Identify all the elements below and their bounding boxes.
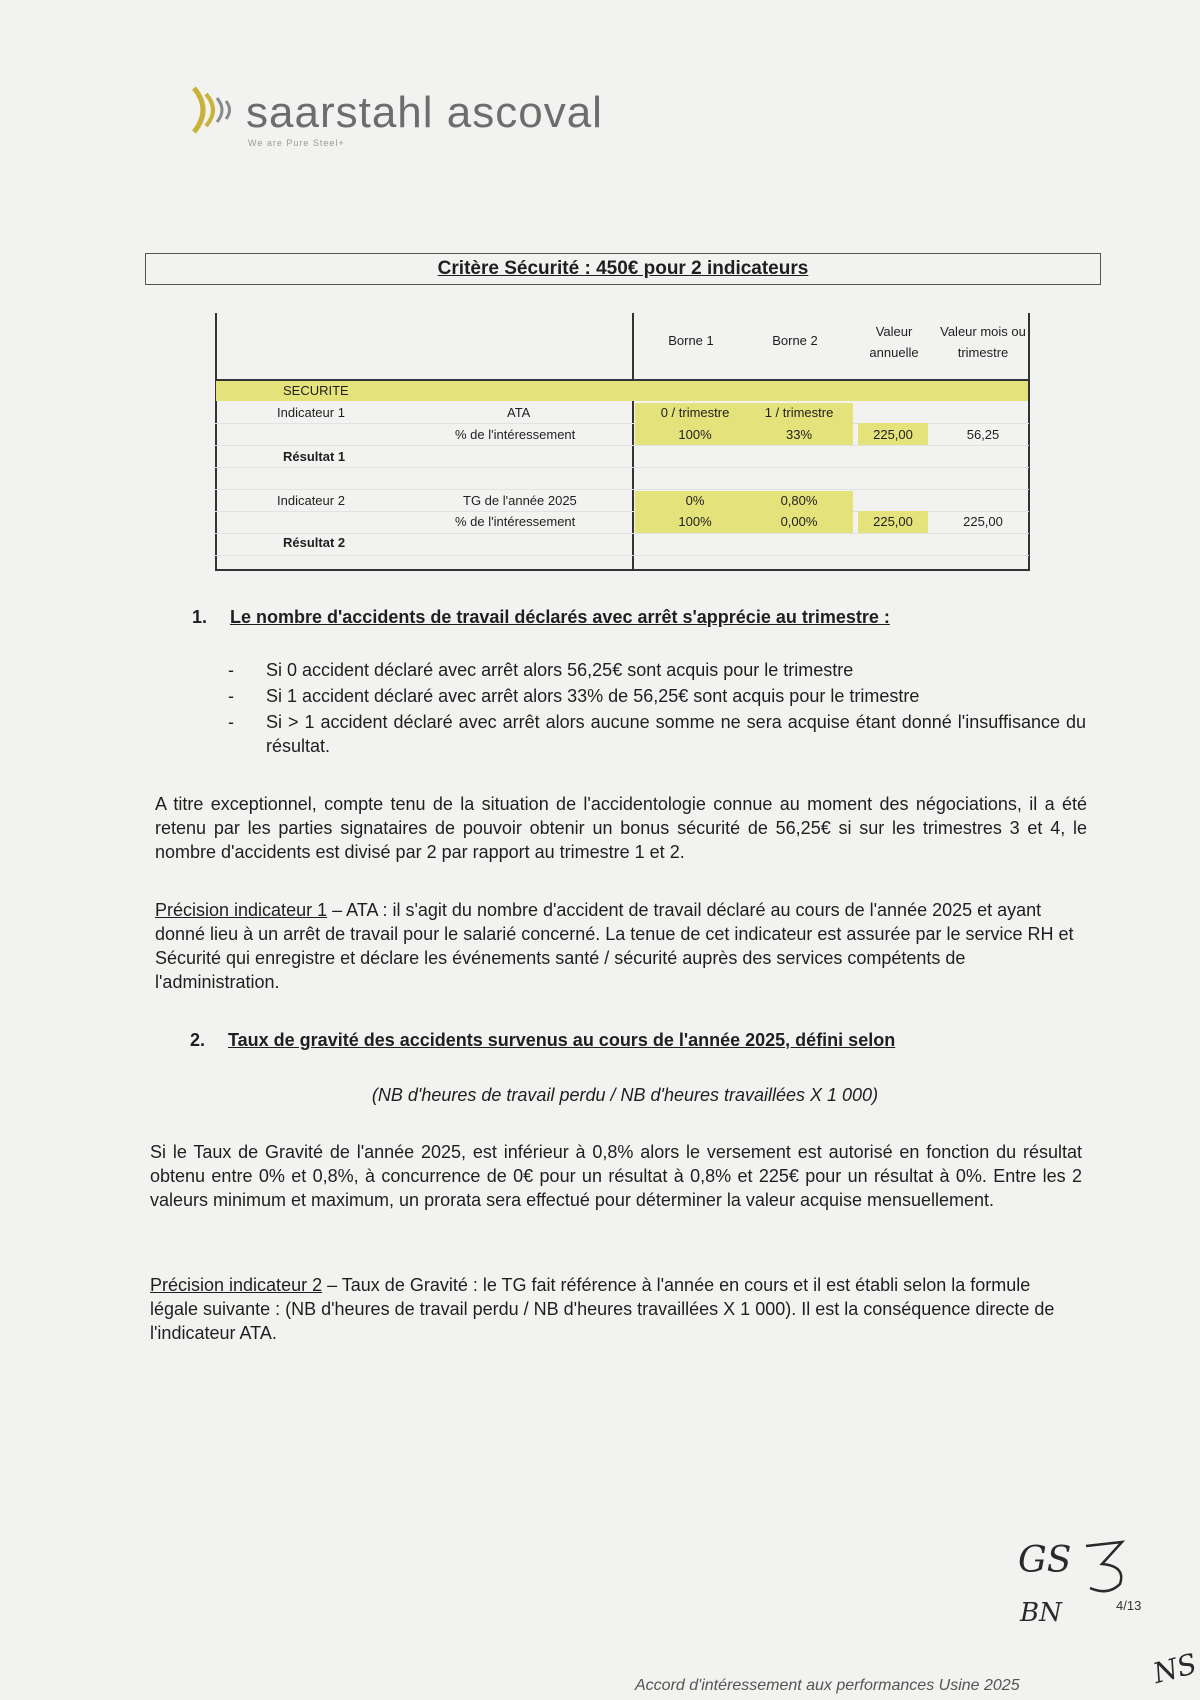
precision1-text: – ATA : il s'agit du nombre d'accident de travail déclaré au cours de l'année 2025 et ayant donné lieu à un arrêt de travail pour le salarié concerné. La tenue de cet indicateur est assurée par le service RH et Sécurité qui enregistre et déclare les événements santé / sécurité auprès des services compétents de l'administration.	[155, 900, 1074, 992]
ind2-borne2-top: 0,80%	[780, 493, 818, 508]
section1-paragraph: A titre exceptionnel, compte tenu de la situation de l'accidentologie connue au moment des négociations, il a été retenu par les parties signataires de pouvoir obtenir un bonus sécurité de 56,25€ si sur les trimestres 3 et 4, le nombre d'accidents est divisé par 2 par rapport au trimestre 1 et 2.	[155, 794, 1087, 862]
company-logo	[190, 82, 610, 152]
page-number: 4/13	[1116, 1598, 1142, 1613]
ind1-pct-label: % de l'intéressement	[455, 427, 576, 442]
ind2-borne1-top: 0%	[685, 493, 705, 508]
precision-indicator-2	[150, 1273, 1082, 1345]
section2-heading	[190, 1030, 1090, 1054]
handwritten-initials-bn: BN	[1020, 1598, 1062, 1628]
ind1-name: ATA	[507, 405, 531, 420]
ind2-mois: 225,00	[963, 514, 1003, 529]
ind1-borne1-pct: 100%	[678, 427, 712, 442]
criteria-title-box	[145, 253, 1101, 285]
table-bottom-border	[215, 569, 1029, 571]
ind2-name: TG de l'année 2025	[463, 493, 577, 508]
ind1-borne2-top: 1 / trimestre	[764, 405, 834, 420]
section-label: SECURITE	[283, 383, 349, 398]
ind1-borne1-top: 0 / trimestre	[660, 405, 730, 420]
ind2-borne2-pct: 0,00%	[780, 514, 818, 529]
handwritten-initials-gs: GS	[1018, 1540, 1072, 1581]
ind2-annuelle: 225,00	[873, 514, 913, 529]
precision1-label: Précision indicateur 1	[155, 900, 328, 920]
section2-number: 2.	[190, 1030, 206, 1050]
logo-waves-icon	[190, 82, 242, 138]
precision2-label: Précision indicateur 2	[150, 1275, 323, 1295]
header-borne2: Borne 2	[772, 333, 818, 348]
header-valeur-annuelle: Valeur annuelle	[869, 324, 919, 360]
logo-brand: saarstahl ascoval	[246, 88, 603, 137]
security-criteria-table	[215, 313, 1029, 571]
header-borne1: Borne 1	[668, 333, 714, 348]
section1-heading	[192, 607, 1092, 631]
precision-indicator-1	[155, 898, 1087, 994]
handwritten-initials-ns: NS	[1149, 1646, 1200, 1691]
ind2-result: Résultat 2	[283, 535, 346, 550]
ind1-result: Résultat 1	[283, 449, 346, 464]
bullet-text: Si 0 accident déclaré avec arrêt alors 56,25€ sont acquis pour le trimestre	[266, 660, 854, 680]
section1-number: 1.	[192, 607, 208, 627]
ind2-label: Indicateur 2	[277, 493, 345, 508]
ind1-borne2-pct: 33%	[785, 427, 813, 442]
ind2-borne1-pct: 100%	[678, 514, 712, 529]
header-valeur-mois: Valeur mois ou trimestre	[940, 324, 1026, 360]
logo-tagline: We are Pure Steel+	[248, 138, 345, 148]
gravity-formula: (NB d'heures de travail perdu / NB d'heures travaillées X 1 000)	[371, 1085, 879, 1105]
section2-paragraph: Si le Taux de Gravité de l'année 2025, est inférieur à 0,8% alors le versement est autorisé en fonction du résultat obtenu entre 0% et 0,8%, à concurrence de 0€ pour un résultat à 0,8% et 225€ pour un résultat à 0%. Entre les 2 valeurs minimum et maximum, un prorata sera effectué pour déterminer la valeur acquise mensuellement.	[150, 1142, 1082, 1210]
ind1-label: Indicateur 1	[277, 405, 345, 420]
ind1-mois: 56,25	[966, 427, 1000, 442]
ind1-annuelle: 225,00	[873, 427, 913, 442]
section1-title: Le nombre d'accidents de travail déclarés avec arrêt s'apprécie au trimestre :	[230, 607, 890, 627]
handwritten-scribble-icon	[1082, 1538, 1132, 1598]
section2-title: Taux de gravité des accidents survenus au cours de l'année 2025, défini selon	[228, 1030, 896, 1050]
bullet-text: Si 1 accident déclaré avec arrêt alors 33% de 56,25€ sont acquis pour le trimestre	[266, 686, 920, 706]
ind2-pct-label: % de l'intéressement	[455, 514, 576, 529]
precision2-text: – Taux de Gravité : le TG fait référence à l'année en cours et il est établi selon la formule légale suivante : (NB d'heures de travail perdu / NB d'heures travaillées X 1 000). Il est la conséquence directe de l'indicateur ATA.	[150, 1275, 1055, 1343]
criteria-title: Critère Sécurité : 450€ pour 2 indicateurs	[437, 258, 809, 279]
document-page: saarstahl ascoval We are Pure Steel+ Critère Sécurité : 450€ pour 2 indicateurs Borne 1 Borne 2 Valeur annuelle Valeur mois ou trimestre SECURITE Indicateur 1 ATA % de l'intéressement 0 / trimestre 100% 1 / trimestre 33% 225,00 56,25 Résultat 1 Indicateur 2 TG de l'année 2025 % de l'intéressement 0% 100% 0,80% 0,00% 225,00 225,00 Résultat 2 1. Le nombre d'accidents de travail déclarés avec arrêt s'apprécie au trimestre : - Si 0 accident déclaré avec arrêt alors 56,25€ sont acquis pour le trimestre - Si 1 accident déclaré avec arrêt alors 33% de 56,25€ sont acquis pour le trimestre - Si > 1 accident déclaré avec arrêt alors aucune somme ne sera acquise étant donné l'insuffisance du résultat. A titre exceptionnel, compte tenu de la situation de l'accidentologie connue au moment des négociations, il a été retenu par les parties signataires de pouvoir obtenir un bonus sécurité de 56,25€ si sur les trimestres 3 et 4, le nombre d'accidents est divisé par 2 par rapport au trimestre 1 et 2. Précision indicateur 1 – ATA : il s'agit du nombre d'accident de travail déclaré au cours de l'année 2025 et ayant donné lieu à un arrêt de travail pour le salarié concerné. La tenue de cet indicateur est assurée par le service RH et Sécurité qui enregistre et déclare les événements santé / sécurité auprès des services compétents de l'administration. 2. Taux de gravité des accidents survenus au cours de l'année 2025, défini selon (NB d'heures de travail perdu / NB d'heures travaillées X 1 000) Si le Taux de Gravité de l'année 2025, est inférieur à 0,8% alors le versement est autorisé en fonction du résultat obtenu entre 0% et 0,8%, à concurrence de 0€ pour un résultat à 0,8% et 225€ pour un résultat à 0%. Entre les 2 valeurs minimum et maximum, un prorata sera effectué pour déterminer la valeur acquise mensuellement. Précision indicateur 2 – Taux de Gravité : le TG fait référence à l'année en cours et il est établi selon la formule légale suivante : (NB d'heures de travail perdu / NB d'heures travaillées X 1 000). Il est la conséquence directe de l'indicateur ATA. GS BN NS 4/13 Accord d'intéressement aux performances Usine 2025	[0, 0, 1200, 1700]
footer-text: Accord d'intéressement aux performances Usine 2025	[635, 1677, 1020, 1694]
bullet-text: Si > 1 accident déclaré avec arrêt alors aucune somme ne sera acquise étant donné l'insuffisance du résultat.	[266, 712, 1086, 756]
